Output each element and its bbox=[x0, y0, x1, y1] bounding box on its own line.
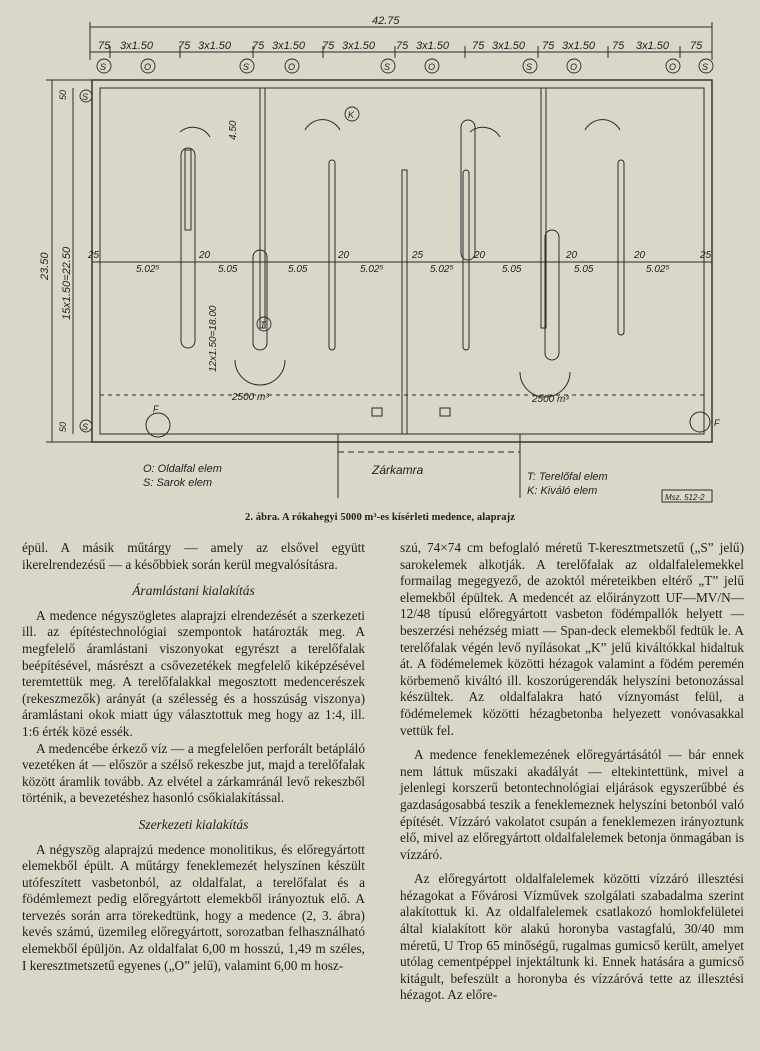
dim-vertical-upper: 4.50 bbox=[228, 120, 239, 140]
dim-span-5: 5.02⁵ bbox=[430, 264, 454, 275]
left-paragraph-1: épül. A másik műtárgy — amely az elsővel együtt ikerelrendezésű — a későbbiek során kerül megvalósításra. bbox=[22, 540, 365, 572]
dim-total: 42.75 bbox=[372, 15, 400, 27]
dim-seg-10: 3x1.50 bbox=[416, 40, 450, 52]
symbol-o-1: O bbox=[144, 62, 152, 72]
dim-seg-6: 3x1.50 bbox=[272, 40, 306, 52]
dim-seg-13: 75 bbox=[542, 40, 555, 52]
dim-wall-1: 20 bbox=[199, 250, 211, 261]
section-heading-structure: Szerkezeti kialakítás bbox=[138, 816, 249, 832]
symbol-s-4: S bbox=[526, 62, 533, 72]
dim-edge-left: 25 bbox=[88, 250, 100, 261]
figure-caption: 2. ábra. A rókahegyi 5000 m³-es kísérleti medence, alaprajz bbox=[244, 512, 516, 523]
right-paragraph-1: szú, 74×74 cm befoglaló méretű T-keresztmetszetű („S” jelű) sarokelemek alkotják. A terelőfalak az oldalfalelemekkel formailag megegyező, de azoktól méreteikben eltérő „T” jelű elemekből épültek. A medencét az előirányzott UF—MV/N—12/48 típusú előregyártott vasbeton födémpallók helyett — beszerzési nehézség miatt — Span-deck elemekből fedtük le. A terelőfalak végén levő nyílásokat „K” jelű kiváltókkal hidaltuk át. A födémelemek közötti hézagok valamint a födém peremén körbemenő kiváltó ill. koszorúgerendák helyszíni betonozással készültek. Az oldalfalakra ható víznyomást felül, a födémelemek közötti hézagbetonba helyezett vonóvasakkal vettük fel. bbox=[400, 540, 744, 738]
symbol-s-6: S bbox=[82, 92, 89, 102]
legend-t: T: Terelőfal elem bbox=[527, 471, 608, 483]
right-column bbox=[400, 540, 744, 1004]
dim-seg-14: 3x1.50 bbox=[562, 40, 596, 52]
symbol-o-3: O bbox=[428, 62, 436, 72]
dim-seg-8: 3x1.50 bbox=[342, 40, 376, 52]
right-paragraph-2: A medence feneklemezének előregyártásától — bár ennek nem láttuk műszaki akadályát — eltekintettünk, mivel a jelenlegi korszerű betontechnológiai eljárások egyszerűbbé és gazdaságosabbá teszik a feneklemeznek helyszíni betonból való építését. Vízzáró vakolatot csupán a feneklemezen irányoztunk elő, mivel az előregyártott oldalfalelemek betonja önmagában is vízzáró. bbox=[400, 747, 744, 862]
dim-span-2: 5.05 bbox=[218, 264, 238, 275]
room-label-zarkamra: Zárkamra bbox=[372, 463, 424, 477]
dim-seg-3: 75 bbox=[178, 40, 191, 52]
legend-k: K: Kiváló elem bbox=[527, 485, 598, 497]
right-paragraph-3: Az előregyártott oldalfalelemek közötti vízzáró illesztési hézagokat a Fővárosi Vízművek szolgálati szabadalma szerint alakítottuk ki. Az oldalfalelemek csatlakozó homlokfelületei által kialakított kör alakú horonyba vastagfalú, 30/40 mm méretű, U Trop 65 minőségű, rugalmas gumicső került, amelyet utólag cementpéppel injektáltunk ki. Ennek hatására a gumicső kitágult, befeszült a horonyba és vízzáróvá tette az illesztési hézagot. Az előre- bbox=[400, 871, 744, 1003]
legend-s: S: Sarok elem bbox=[143, 477, 213, 489]
symbol-s-5: S bbox=[702, 62, 709, 72]
dim-span-6: 5.05 bbox=[502, 264, 522, 275]
symbol-s-3: S bbox=[384, 62, 391, 72]
dim-edge-right: 25 bbox=[700, 250, 712, 261]
dim-span-4: 5.02⁵ bbox=[360, 264, 384, 275]
section-heading-flow: Áramlástani kialakítás bbox=[132, 583, 255, 599]
dim-seg-12: 3x1.50 bbox=[492, 40, 526, 52]
left-column bbox=[22, 540, 365, 974]
dim-seg-4: 3x1.50 bbox=[198, 40, 232, 52]
dim-vertical-lower: 12x1.50=18.00 bbox=[208, 305, 219, 372]
symbol-s-7: S bbox=[82, 422, 89, 432]
left-paragraph-3: A medencébe érkező víz — a megfelelően perforált betápláló vezetéken át — először a szélső rekeszbe jut, majd a terelőfalak között áramlik tovább. Az elvétel a zárkamránál levő rekeszből történik, a bevezetéshez hasonló csőkialakítással. bbox=[22, 740, 365, 806]
dim-wall-5: 20 bbox=[634, 250, 646, 261]
dim-height-total: 23.50 bbox=[39, 252, 51, 280]
symbol-o-2: O bbox=[288, 62, 296, 72]
dim-height-inner: 15x1.50=22.50 bbox=[61, 246, 73, 320]
symbol-o-5: O bbox=[669, 62, 677, 72]
symbol-s-2: S bbox=[243, 62, 250, 72]
volume-label-2: 2500 m³ bbox=[532, 394, 569, 405]
dim-wall-3: 20 bbox=[474, 250, 486, 261]
dim-span-1: 5.02⁵ bbox=[136, 264, 160, 275]
dim-span-3: 5.05 bbox=[288, 264, 308, 275]
dim-seg-17: 75 bbox=[690, 40, 703, 52]
drawing-stamp: Msz. 512-2 bbox=[665, 493, 705, 502]
dim-span-8: 5.02⁵ bbox=[646, 264, 670, 275]
volume-label-1: 2500 m³ bbox=[232, 392, 269, 403]
dim-wall-4: 20 bbox=[566, 250, 578, 261]
dim-edge-mid-1: 25 bbox=[412, 250, 424, 261]
dim-span-7: 5.05 bbox=[574, 264, 594, 275]
dim-seg-16: 3x1.50 bbox=[636, 40, 670, 52]
symbol-t: T bbox=[260, 320, 266, 330]
floor-plan-drawing bbox=[0, 0, 760, 505]
dim-corner-top: 50 bbox=[58, 89, 68, 100]
dim-seg-15: 75 bbox=[612, 40, 625, 52]
dim-seg-9: 75 bbox=[396, 40, 409, 52]
left-paragraph-2: A medence négyszögletes alaprajzi elrendezését a szerkezeti ill. az építéstechnológiai szempontok határozták meg. A megfelelő áramlástani viszonyokat egyrészt a terelőfalak beépítésével, másrészt a csővezetékek megfelelő kiképzésével teremtettük meg. A terelőfalakkal megosztott medencerészek (rekeszmezők) arányát (a szélesség és a hosszúság viszonya) áramlástani okok miatt úgy választottuk meg hogy az 1:4, ill. 1:6 érték közé essék. bbox=[22, 607, 365, 739]
dim-seg-5: 75 bbox=[252, 40, 265, 52]
symbol-f-2: F bbox=[714, 418, 720, 428]
symbol-s-1: S bbox=[100, 62, 107, 72]
left-paragraph-4: A négyszög alaprajzú medence monolitikus, és előregyártott elemekből épült. A műtárgy feneklemezét helyszínen készült utófeszített vasbetonból, az oldalfalat, a terelőfalat és a födémlemezt pedig előregyártott elemekből irányoztuk elő. A tervezés során arra törekedtünk, hogy a medence (2, 3. ábra) kevés számú, üzemileg előregyártott, sorozatban felhasználható elemekből épüljön. Az oldalfalat 6,00 m hosszú, 1,49 m széles, I keresztmetszetű egyenes („O” jelű), valamint 6,00 m hosz- bbox=[22, 841, 365, 973]
dim-seg-1: 75 bbox=[98, 40, 111, 52]
symbol-f-1: F bbox=[153, 404, 159, 414]
symbol-k: K bbox=[348, 110, 355, 120]
dim-seg-7: 75 bbox=[322, 40, 335, 52]
dim-seg-2: 3x1.50 bbox=[120, 40, 154, 52]
dim-corner-bottom: 50 bbox=[58, 421, 68, 432]
dim-seg-11: 75 bbox=[472, 40, 485, 52]
symbol-o-4: O bbox=[570, 62, 578, 72]
legend-o: O: Oldalfal elem bbox=[143, 463, 222, 475]
dim-wall-2: 20 bbox=[338, 250, 350, 261]
